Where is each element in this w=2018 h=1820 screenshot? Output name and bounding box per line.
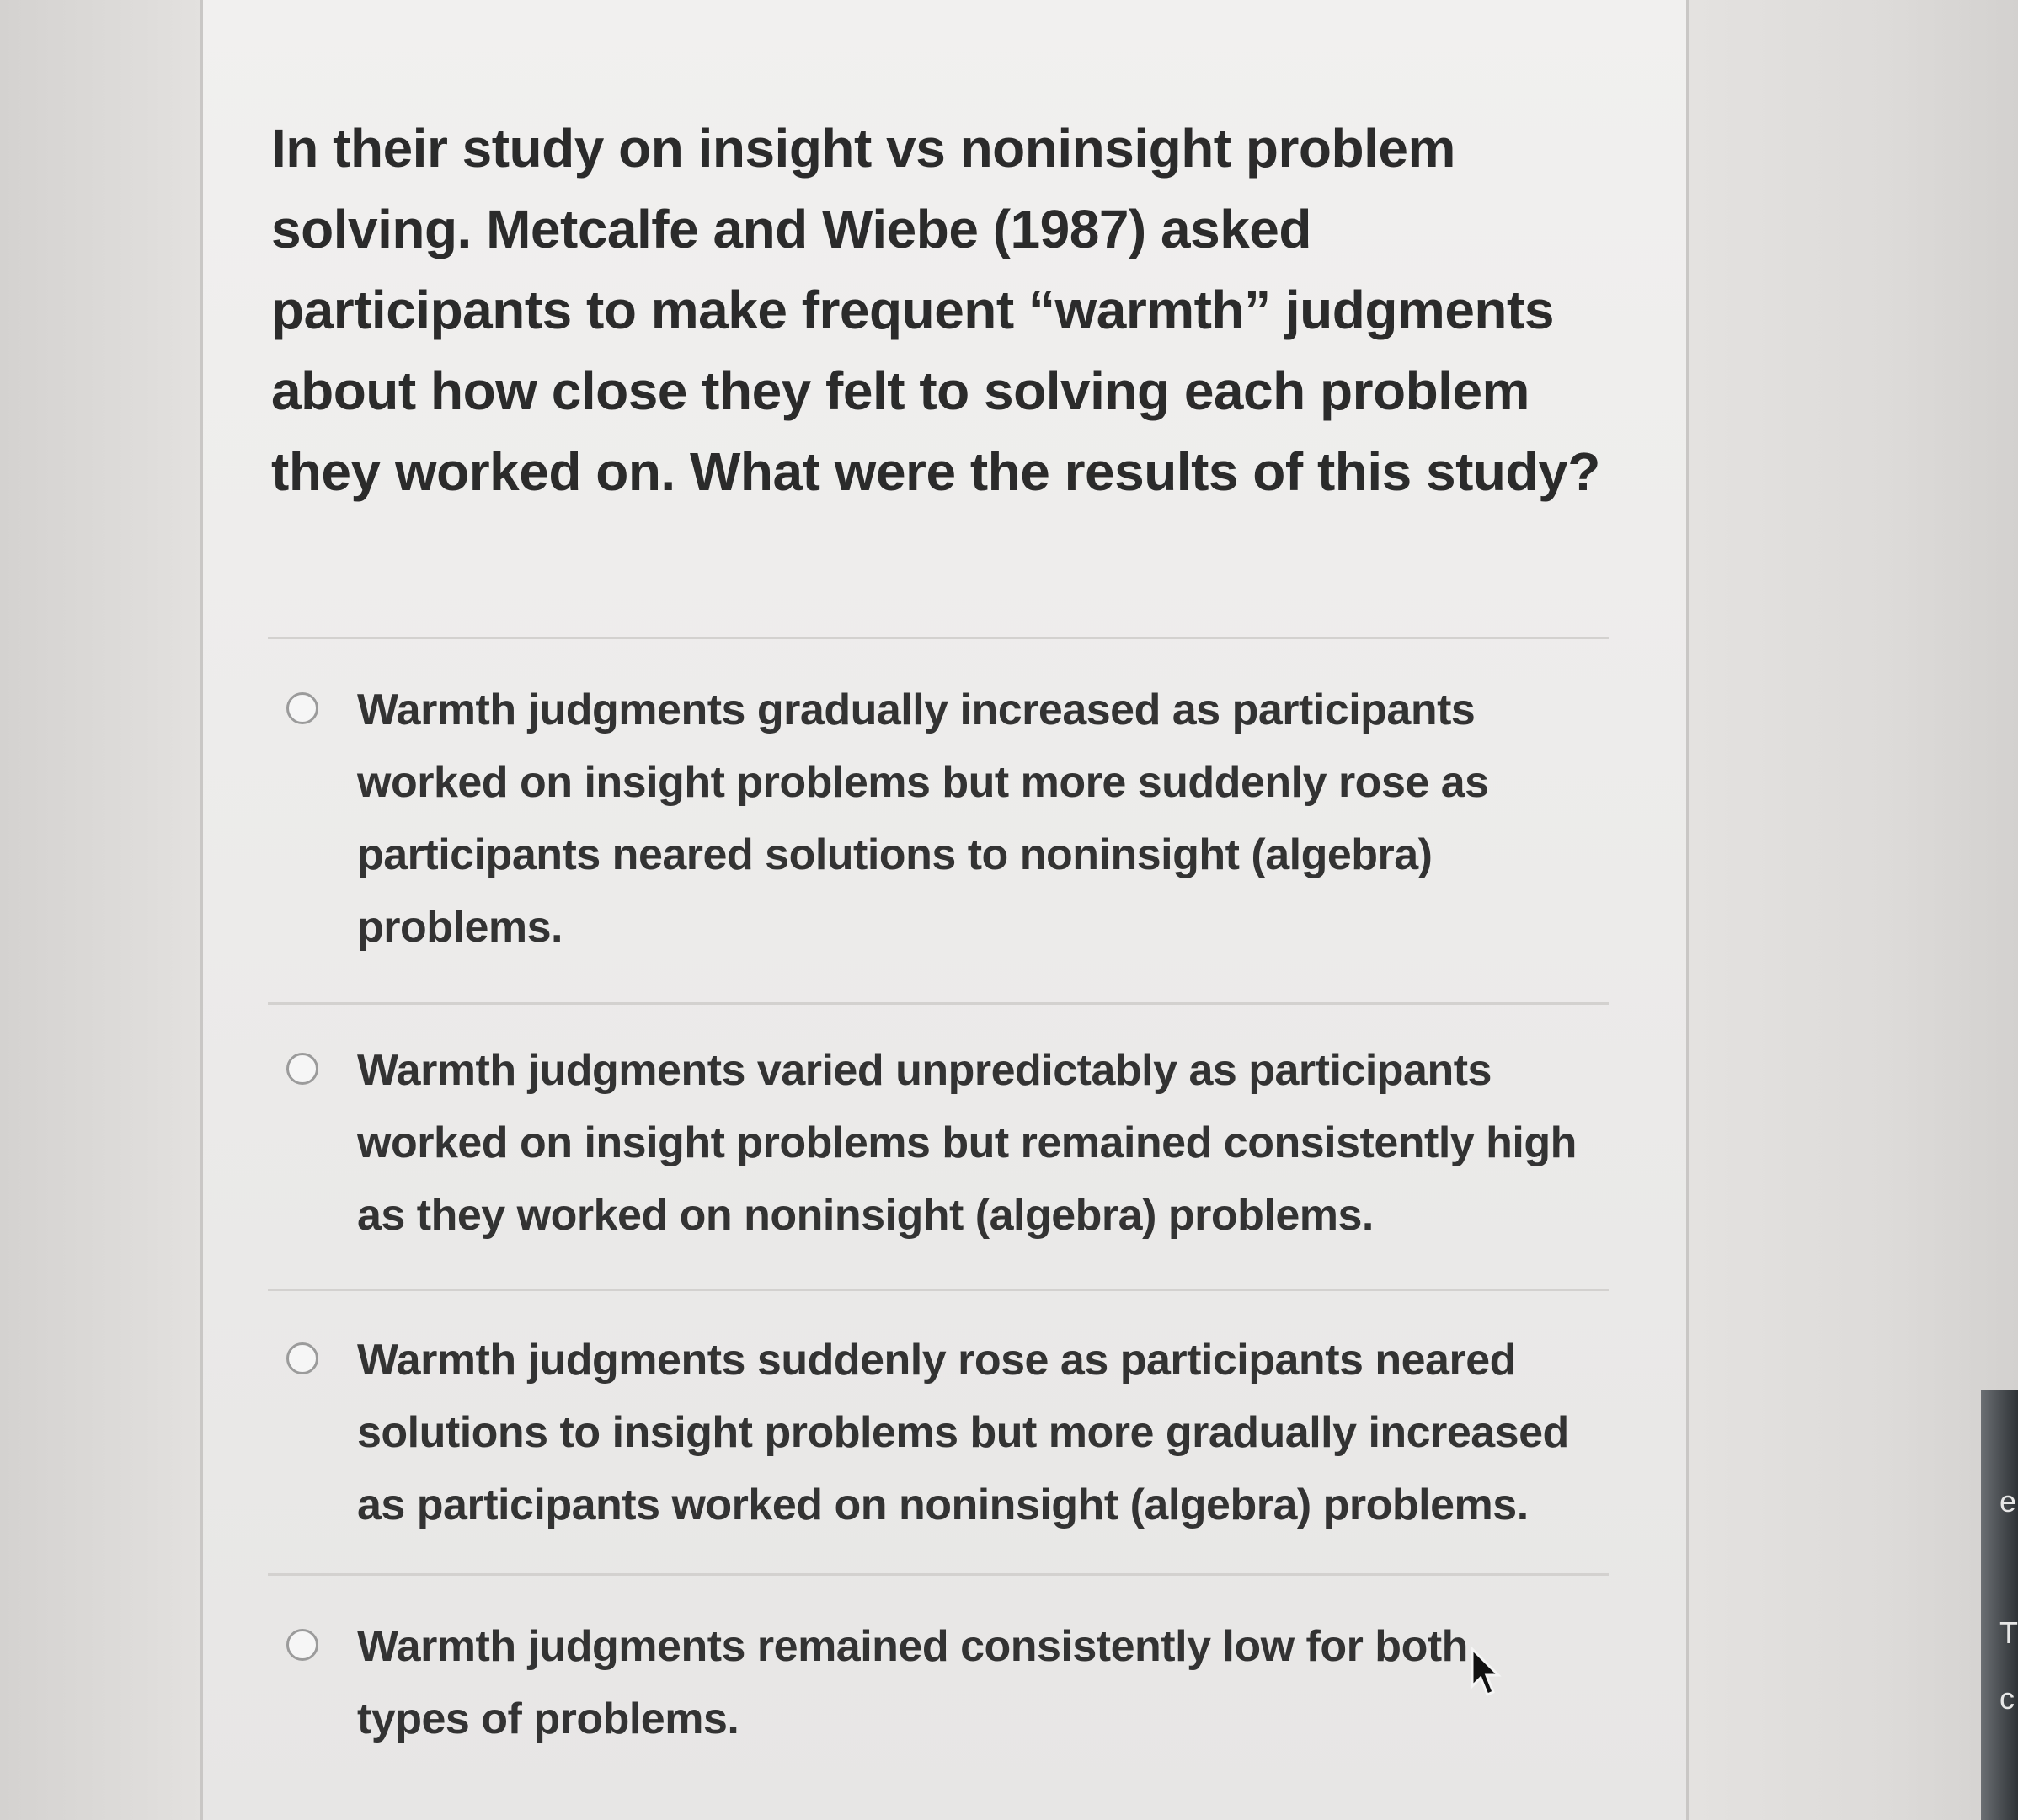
radio-button[interactable] [286, 692, 318, 724]
mouse-cursor-icon [1471, 1647, 1504, 1698]
edge-text-fragment: e [1999, 1484, 2017, 1518]
radio-button[interactable] [286, 1342, 318, 1374]
divider [268, 1289, 1609, 1291]
option-label: Warmth judgments remained consistently low for both types of problems. [357, 1622, 1468, 1743]
edge-text-fragment: c [1999, 1681, 2015, 1716]
divider [268, 1573, 1609, 1576]
option-label: Warmth judgments suddenly rose as participants neared solutions to insight problems but more gradually increased as participants worked on noninsight (algebra) problems. [357, 1336, 1569, 1529]
divider [268, 637, 1609, 639]
background-left [0, 0, 200, 1820]
edge-text-fragment: T [1999, 1615, 2018, 1650]
option-label: Warmth judgments varied unpredictably as participants worked on insight problems but remained consistently high as they worked on noninsight (algebra) problems. [357, 1046, 1577, 1240]
option-label: Warmth judgments gradually increased as participants worked on insight problems but more suddenly rose as participants neared solutions to noninsight (algebra) problems. [357, 686, 1489, 952]
radio-button[interactable] [286, 1053, 318, 1085]
radio-button[interactable] [286, 1629, 318, 1661]
background-right [1689, 0, 2018, 1820]
window-edge [1981, 1390, 2018, 1820]
question-text: In their study on insight vs noninsight problem solving. Metcalfe and Wiebe (1987) asked participants to make frequent “warmth” judgments about how close they felt to solving each problem they worked on. What were the results of this study? [271, 118, 1600, 502]
divider [268, 1002, 1609, 1005]
